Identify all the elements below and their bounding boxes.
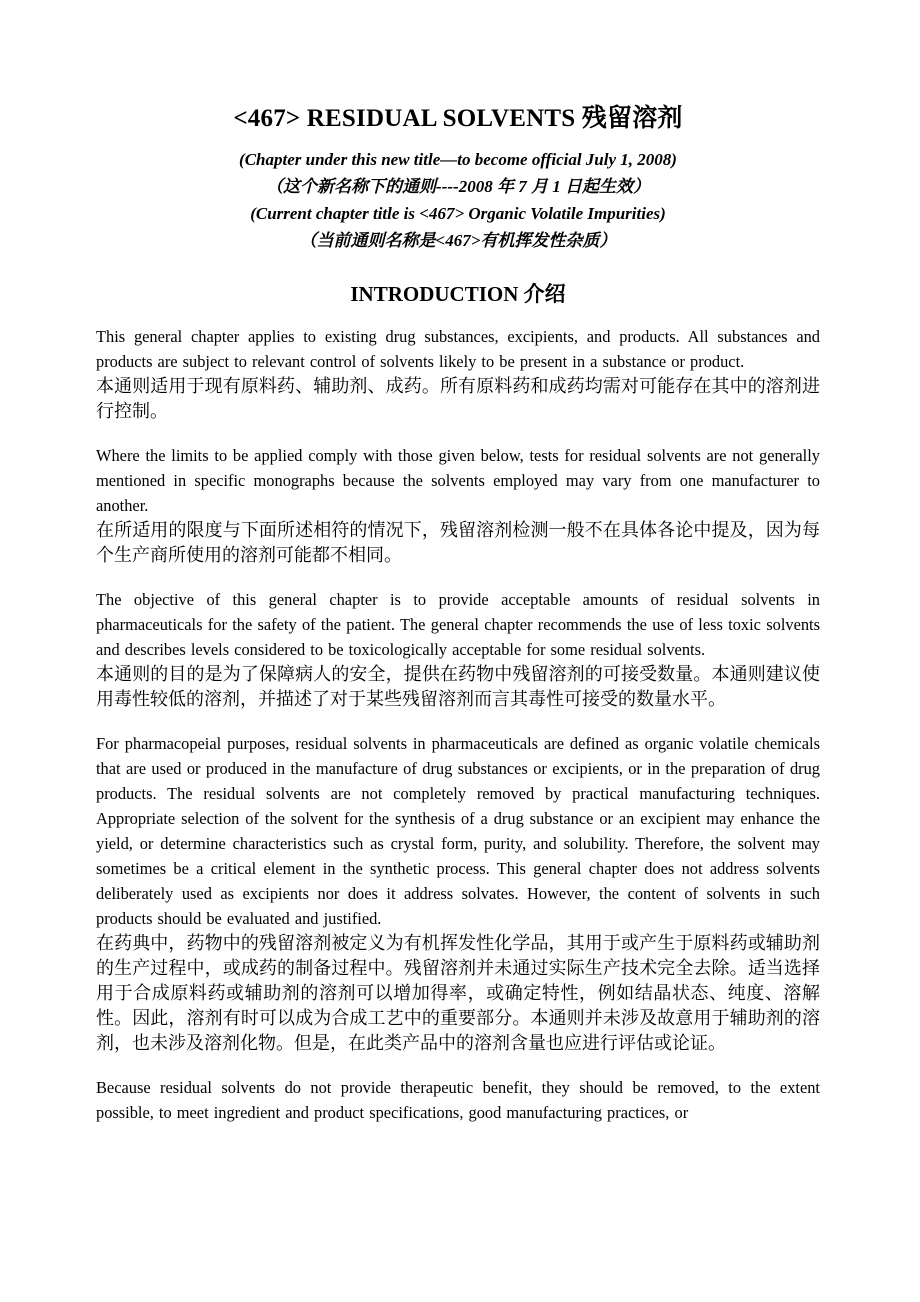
section-heading-introduction: INTRODUCTION 介绍: [350, 282, 566, 306]
chapter-title: <467> RESIDUAL SOLVENTS 残留溶剂: [233, 105, 683, 132]
paragraph-objective-zh: 本通则的目的是为了保障病人的安全，提供在药物中残留溶剂的可接受数量。本通则建议使用毒性较低的溶剂，并描述了对于某些残留溶剂而言其毒性可接受的数量水平。: [96, 664, 820, 709]
paragraph-scope-zh: 本通则适用于现有原料药、辅助剂、成药。所有原料药和成药均需对可能存在其中的溶剂进行控制。: [96, 376, 820, 421]
paragraph-removal-truncated: [96, 1075, 820, 1125]
paragraph-scope-en: This general chapter applies to existing drug substances, excipients, and products. All substances and products are subject to relevant control of solvents likely to be present in a substance or product.: [96, 327, 820, 371]
paragraph-objective-en: The objective of this general chapter is to provide acceptable amounts of residual solvents in pharmaceuticals for the safety of the patient. The general chapter recommends the use of less toxic solvents and describes levels considered to be toxicologically acceptable for some residual solvents.: [96, 590, 820, 659]
subtitle-new-title-zh: （这个新名称下的通则----2008 年 7 月 1 日起生效）: [266, 177, 650, 196]
paragraph-limits: [96, 443, 820, 568]
paragraph-scope: [96, 324, 820, 424]
paragraph-objective: [96, 587, 820, 712]
paragraph-definition-zh: 在药典中，药物中的残留溶剂被定义为有机挥发性化学品，其用于或产生于原料药或辅助剂的生产过程中，或成药的制备过程中。残留溶剂并未通过实际生产技术完全去除。适当选择用于合成原料药或辅助剂的溶剂可以增加得率，或确定特性，例如结晶状态、纯度、溶解性。因此，溶剂有时可以成为合成工艺中的重要部分。本通则并未涉及故意用于辅助剂的溶剂，也未涉及溶剂化物。但是，在此类产品中的溶剂含量也应进行评估或论证。: [96, 933, 820, 1053]
subtitle-current-title-en: (Current chapter title is <467> Organic Volatile Impurities): [250, 204, 666, 223]
subtitle-new-title-en: (Chapter under this new title—to become official July 1, 2008): [239, 150, 677, 169]
paragraph-removal-truncated-en: Because residual solvents do not provide therapeutic benefit, they should be removed, to the extent possible, to meet ingredient and product specifications, good manufacturing practices, or: [96, 1078, 820, 1122]
subtitle-current-title-zh: （当前通则名称是<467>有机挥发性杂质）: [299, 231, 617, 250]
subtitle-block: [96, 146, 820, 254]
paragraph-definition: [96, 731, 820, 1056]
paragraph-limits-zh: 在所适用的限度与下面所述相符的情况下，残留溶剂检测一般不在具体各论中提及，因为每个生产商所使用的溶剂可能都不相同。: [96, 520, 820, 565]
paragraph-limits-en: Where the limits to be applied comply with those given below, tests for residual solvents are not generally mentioned in specific monographs because the solvents employed may vary from one manufacturer to another.: [96, 446, 820, 515]
paragraph-definition-en: For pharmacopeial purposes, residual solvents in pharmaceuticals are defined as organic volatile chemicals that are used or produced in the manufacture of drug substances or excipients, or in the preparation of drug products. The residual solvents are not completely removed by practical manufacturing techniques. Appropriate selection of the solvent for the synthesis of a drug substance or an excipient may enhance the yield, or determine characteristics such as crystal form, purity, and solubility. Therefore, the solvent may sometimes be a critical element in the synthetic process. This general chapter does not address solvents deliberately used as excipients nor does it address solvates. However, the content of solvents in such products should be evaluated and justified.: [96, 734, 820, 928]
